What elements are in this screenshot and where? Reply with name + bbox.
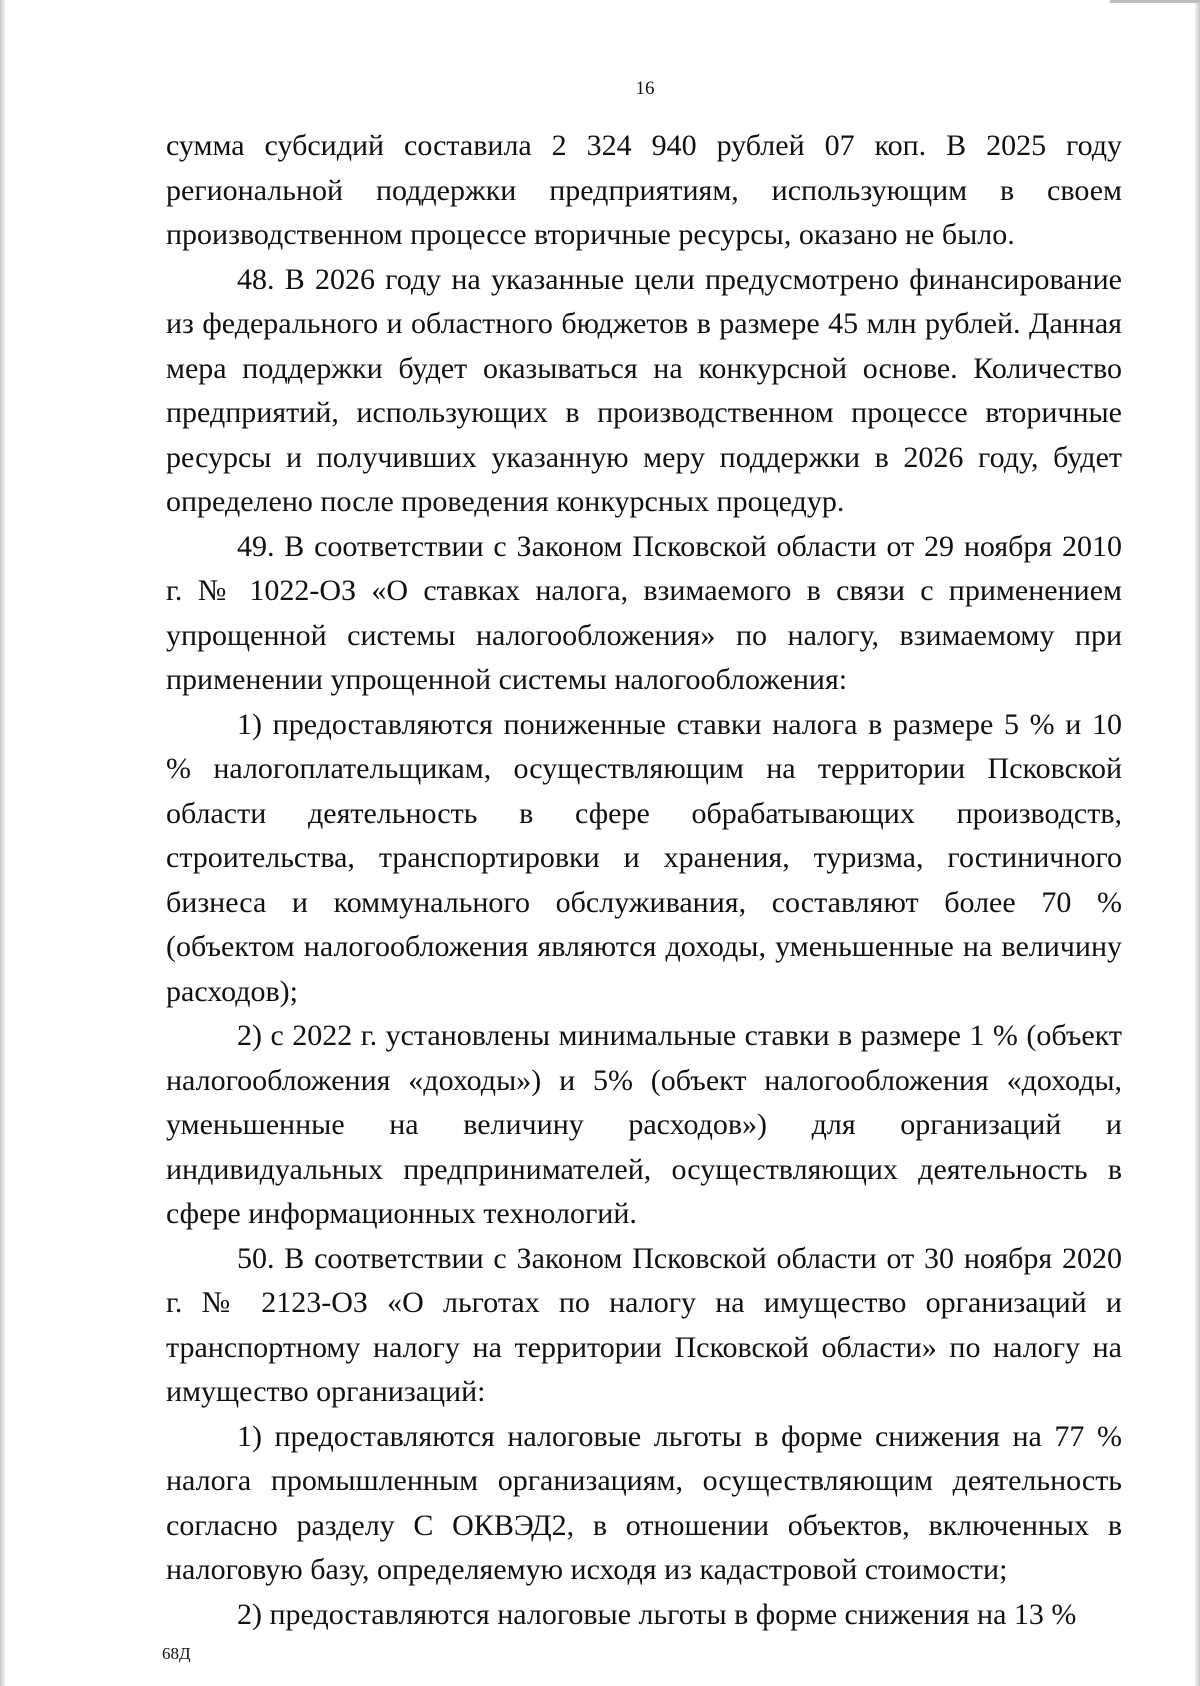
paragraph-49-item-2: 2) с 2022 г. установлены минимальные ставки в размере 1 % (объект налогообложения «доходы») и 5% (объект налогообложения «доходы, уменьшенные на величину расходов») для организаций и индивидуальных предпринимателей, осуществляющих деятельность в сфере информационных технологий. — [166, 1019, 1122, 1230]
scan-edge-right — [1195, 0, 1200, 1686]
paragraph-48: 48. В 2026 году на указанные цели предусмотрено финансирование из федерального и областного бюджетов в размере 45 млн рублей. Данная мера поддержки будет оказываться на конкурсной основе. Количество предприятий, использующих в производственном процессе вторичные ресурсы и получивших указанную меру поддержки в 2026 году, будет определено после проведения конкурсных процедур. — [166, 262, 1122, 518]
paragraph-50-item-2: 2) предоставляются налоговые льготы в форме снижения на 13 % — [237, 1597, 1077, 1631]
footer-code: 68Д — [162, 1644, 191, 1663]
paragraph-continuation: сумма субсидий составила 2 324 940 рублей 07 коп. В 2025 году региональной поддержки предприятиям, использующим в своем производственном процессе вторичные ресурсы, оказано не было. — [166, 129, 1122, 251]
document-body — [166, 124, 1122, 1637]
paragraph-49: 49. В соответствии с Законом Псковской области от 29 ноября 2010 г. № 1022-ОЗ «О ставках налога, взимаемого в связи с применением упрощенной системы налогообложения» по налогу, взимаемому при применении упрощенной системы налогообложения: — [166, 529, 1122, 696]
paragraph-49-item-1: 1) предоставляются пониженные ставки налога в размере 5 % и 10 % налогоплательщикам, осуществляющим на территории Псковской области деятельность в сфере обрабатывающих производств, строительства, транспортировки и хранения, туризма, гостиничного бизнеса и коммунального обслуживания, составляют более 70 % (объектом налогообложения являются доходы, уменьшенные на величину расходов); — [166, 707, 1122, 1008]
paragraph-50: 50. В соответствии с Законом Псковской области от 30 ноября 2020 г. № 2123-ОЗ «О льготах по налогу на имущество организаций и транспортному налогу на территории Псковской области» по налогу на имущество организаций: — [166, 1241, 1122, 1408]
scan-edge-left — [0, 0, 5, 1686]
page-number: 16 — [635, 78, 655, 99]
scan-edge-top — [1110, 0, 1200, 3]
paragraph-50-item-1: 1) предоставляются налоговые льготы в форме снижения на 77 % налога промышленным организациям, осуществляющим деятельность согласно разделу С ОКВЭД2, в отношении объектов, включенных в налоговую базу, определяемую исходя из кадастровой стоимости; — [166, 1419, 1122, 1586]
